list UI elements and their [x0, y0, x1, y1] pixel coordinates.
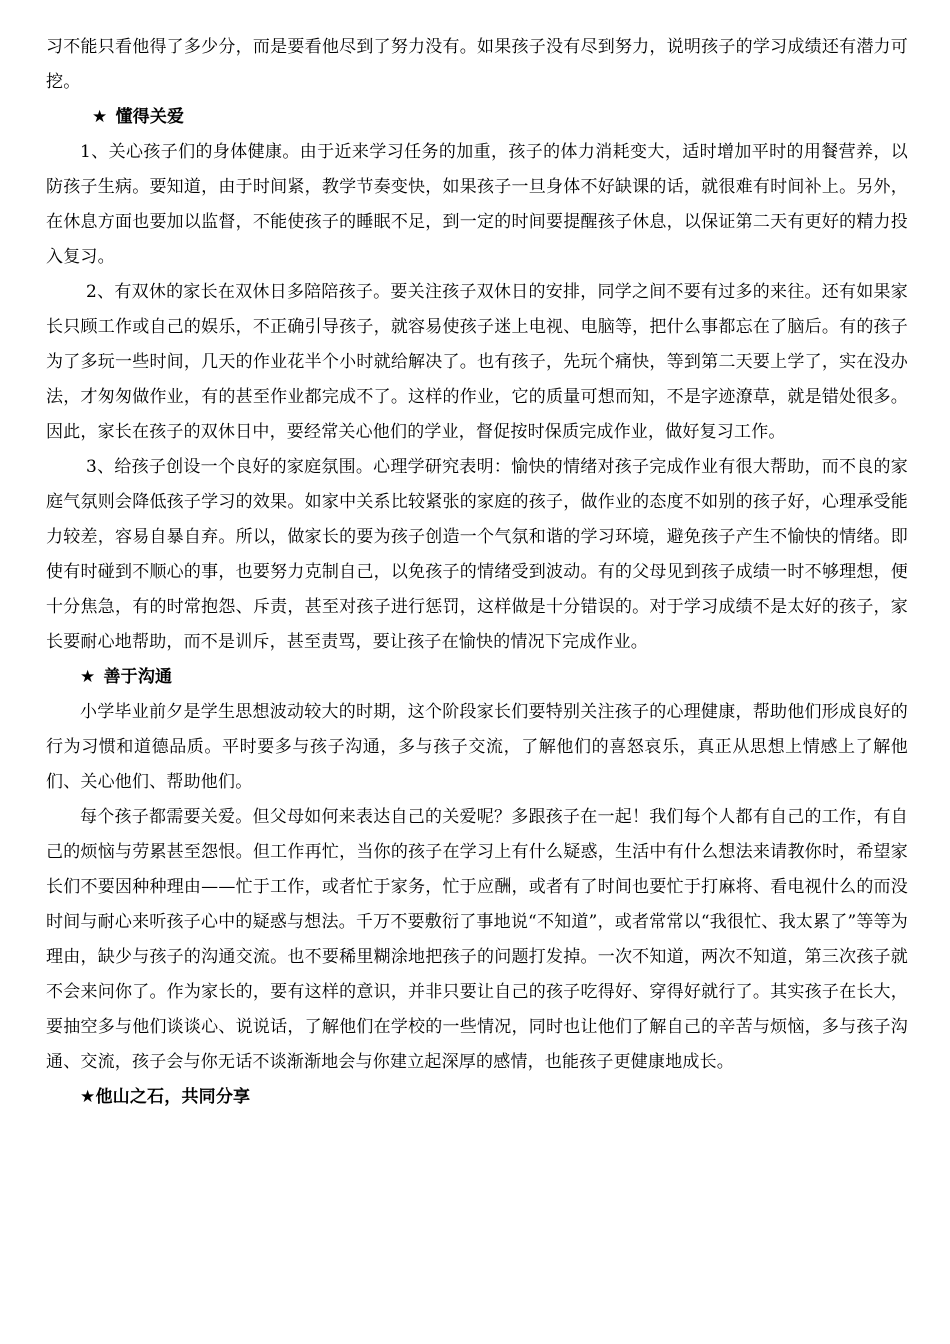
- star-icon: ★: [80, 667, 96, 687]
- document-body: [46, 30, 908, 1115]
- paragraph-love: 每个孩子都需要关爱。但父母如何来表达自己的关爱呢？多跟孩子在一起！我们每个人都有自己的工作，有自己的烦恼与劳累甚至怨恨。但工作再忙，当你的孩子在学习上有什么疑惑，生活中有什么想法来请教你时，希望家长们不要因种种理由——忙于工作，或者忙于家务，忙于应酬，或者有了时间也要忙于打麻将、看电视什么的而没时间与耐心来听孩子心中的疑惑与想法。千万不要敷衍了事地说“不知道”，或者常常以“我很忙、我太累了”等等为理由，缺少与孩子的沟通交流。也不要稀里糊涂地把孩子的问题打发掉。一次不知道，两次不知道，第三次孩子就不会来问你了。作为家长的，要有这样的意识，并非只要让自己的孩子吃得好、穿得好就行了。其实孩子在长大，要抽空多与他们谈谈心、说说话，了解他们在学校的一些情况，同时也让他们了解自己的辛苦与烦恼，多与孩子沟通、交流，孩子会与你无话不谈渐渐地会与你建立起深厚的感情，也能孩子更健康地成长。: [46, 807, 908, 1072]
- paragraph-continuation: 习不能只看他得了多少分，而是要看他尽到了努力没有。如果孩子没有尽到努力，说明孩子的学习成绩还有潜力可挖。: [46, 37, 908, 92]
- star-icon: ★: [92, 107, 108, 127]
- star-icon: ★: [80, 1087, 96, 1107]
- paragraph-health: 1、关心孩子们的身体健康。由于近来学习任务的加重，孩子的体力消耗变大，适时增加平时的用餐营养，以防孩子生病。要知道，由于时间紧，教学节奏变快，如果孩子一旦身体不好缺课的话，就很难有时间补上。另外，在休息方面也要加以监督，不能使孩子的睡眠不足，到一定的时间要提醒孩子休息，以保证第二天有更好的精力投入复习。: [46, 142, 908, 267]
- section-heading-communication: [46, 660, 908, 695]
- section-title: 善于沟通: [103, 667, 173, 687]
- section-heading-care: [46, 100, 908, 135]
- paragraph-weekend: 2、有双休的家长在双休日多陪陪孩子。要关注孩子双休日的安排，同学之间不要有过多的来往。还有如果家长只顾工作或自己的娱乐，不正确引导孩子，就容易使孩子迷上电视、电脑等，把什么事都忘在了脑后。有的孩子为了多玩一些时间，几天的作业花半个小时就给解决了。也有孩子，先玩个痛快，等到第二天要上学了，实在没办法，才匆匆做作业，有的甚至作业都完成不了。这样的作业，它的质量可想而知，不是字迹潦草，就是错处很多。因此，家长在孩子的双休日中，要经常关心他们的学业，督促按时保质完成作业，做好复习工作。: [46, 282, 908, 442]
- paragraph-family-atmosphere: 3、给孩子创设一个良好的家庭氛围。心理学研究表明：愉快的情绪对孩子完成作业有很大帮助，而不良的家庭气氛则会降低孩子学习的效果。如家中关系比较紧张的家庭的孩子，做作业的态度不如别的孩子好，心理承受能力较差，容易自暴自弃。所以，做家长的要为孩子创造一个气氛和谐的学习环境，避免孩子产生不愉快的情绪。即使有时碰到不顺心的事，也要努力克制自己，以免孩子的情绪受到波动。有的父母见到孩子成绩一时不够理想，便十分焦急，有的时常抱怨、斥责，甚至对孩子进行惩罚，这样做是十分错误的。对于学习成绩不是太好的孩子，家长要耐心地帮助，而不是训斥，甚至责骂，要让孩子在愉快的情况下完成作业。: [46, 457, 908, 652]
- section-title: 懂得关爱: [115, 107, 185, 127]
- paragraph-graduation: 小学毕业前夕是学生思想波动较大的时期，这个阶段家长们要特别关注孩子的心理健康，帮助他们形成良好的行为习惯和道德品质。平时要多与孩子沟通，多与孩子交流，了解他们的喜怒哀乐，真正从思想上情感上了解他们、关心他们、帮助他们。: [46, 702, 908, 792]
- section-title: 他山之石，共同分享: [95, 1087, 251, 1107]
- section-heading-sharing: [46, 1080, 908, 1115]
